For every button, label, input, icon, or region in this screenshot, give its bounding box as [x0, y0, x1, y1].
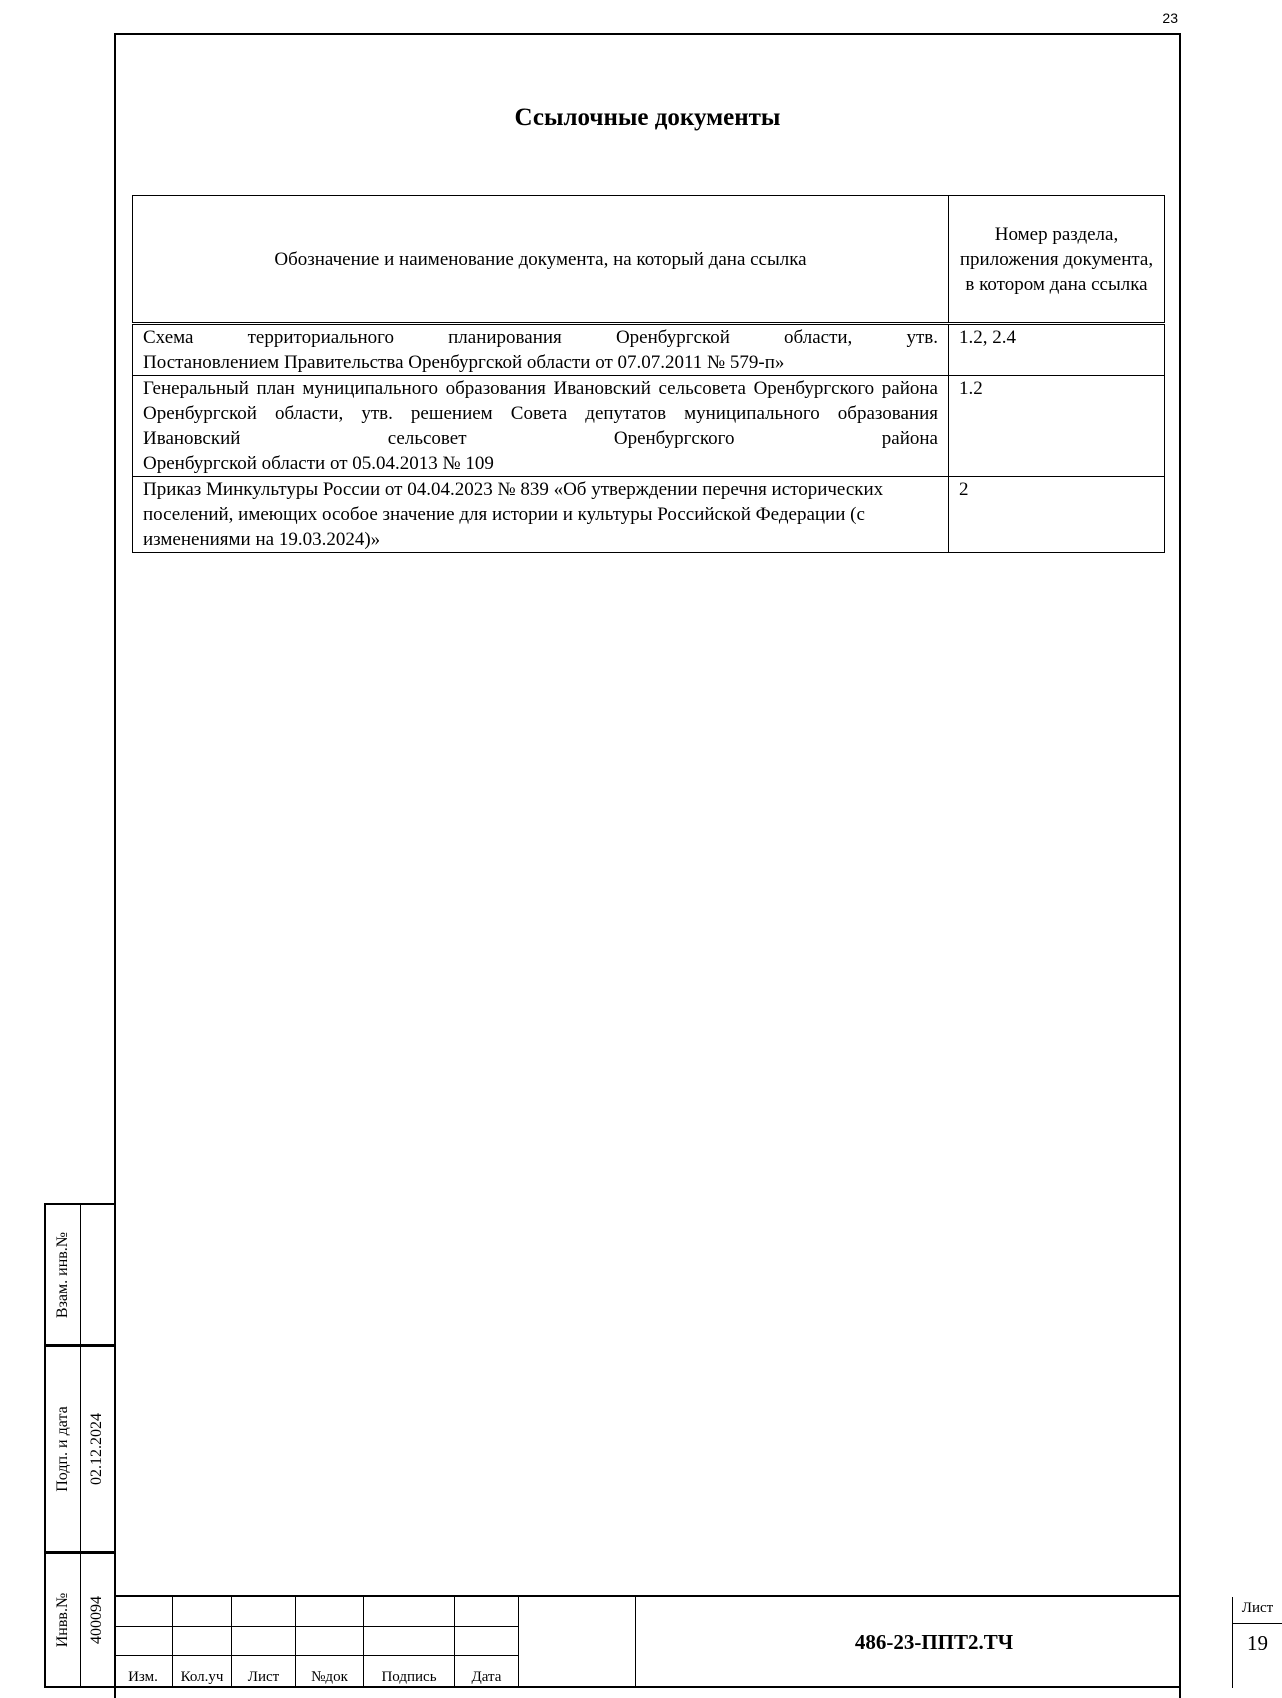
page-title: Ссылочные документы: [514, 104, 781, 131]
row-3-document: Приказ Минкультуры России от 04.04.2023 № 839 «Об утверждении перечня исторических поселений, имеющих особое значение для истории и культуры Российской Федерации (с изменениями на 19.03.2024)»: [133, 477, 949, 553]
row-3-section: 2: [949, 477, 1165, 553]
label-count: Кол.уч: [180, 1669, 224, 1685]
title-block: [114, 1595, 1274, 1688]
table-header-row: [133, 196, 1165, 324]
sheet-label: Лист: [1233, 1600, 1282, 1624]
row-2-document: Генеральный план муниципального образования Ивановский сельсовета Оренбургского района Оренбургской области, утв. решением Совета депутатов муниципального образования Ивановский сельсовет Оренбургского района Оренбургской области от 05.04.2013 № 109: [133, 376, 949, 477]
label-signature: Подпись: [381, 1669, 437, 1685]
table-row: [133, 324, 1165, 376]
signature-date-value: 02.12.2024: [88, 1413, 105, 1485]
label-change: Изм.: [128, 1669, 158, 1685]
table-row: [133, 376, 1165, 477]
label-date: Дата: [471, 1669, 502, 1685]
header-section: Номер раздела, приложения документа, в котором дана ссылка: [949, 196, 1165, 324]
row-1-document: Схема территориального планирования Оренбургской области, утв. Постановлением Правительства Оренбургской области от 07.07.2011 № 579-п»: [133, 324, 949, 376]
row-2-section: 1.2: [949, 376, 1165, 477]
side-inventory-box: [44, 1552, 114, 1688]
replacement-label: Взам. инв.№: [54, 1231, 71, 1318]
table-row: [133, 477, 1165, 553]
sheet-number: 19: [1247, 1631, 1268, 1655]
signature-date-label: Подп. и дата: [54, 1406, 71, 1492]
references-table: [132, 195, 1165, 553]
inventory-value: 400094: [88, 1596, 105, 1644]
header-document: Обозначение и наименование документа, на который дана ссылка: [133, 196, 949, 324]
side-replacement-box: [44, 1203, 114, 1346]
label-doc-no: №док: [311, 1669, 348, 1685]
sheet-box: [1232, 1597, 1282, 1688]
row-1-section: 1.2, 2.4: [949, 324, 1165, 376]
document-code: 486-23-ППТ2.ТЧ: [854, 1630, 1014, 1654]
page-number: 23: [1162, 10, 1178, 26]
label-sheet: Лист: [247, 1669, 280, 1685]
inventory-label: Инвв.№: [54, 1592, 71, 1648]
side-signature-box: [44, 1345, 114, 1553]
